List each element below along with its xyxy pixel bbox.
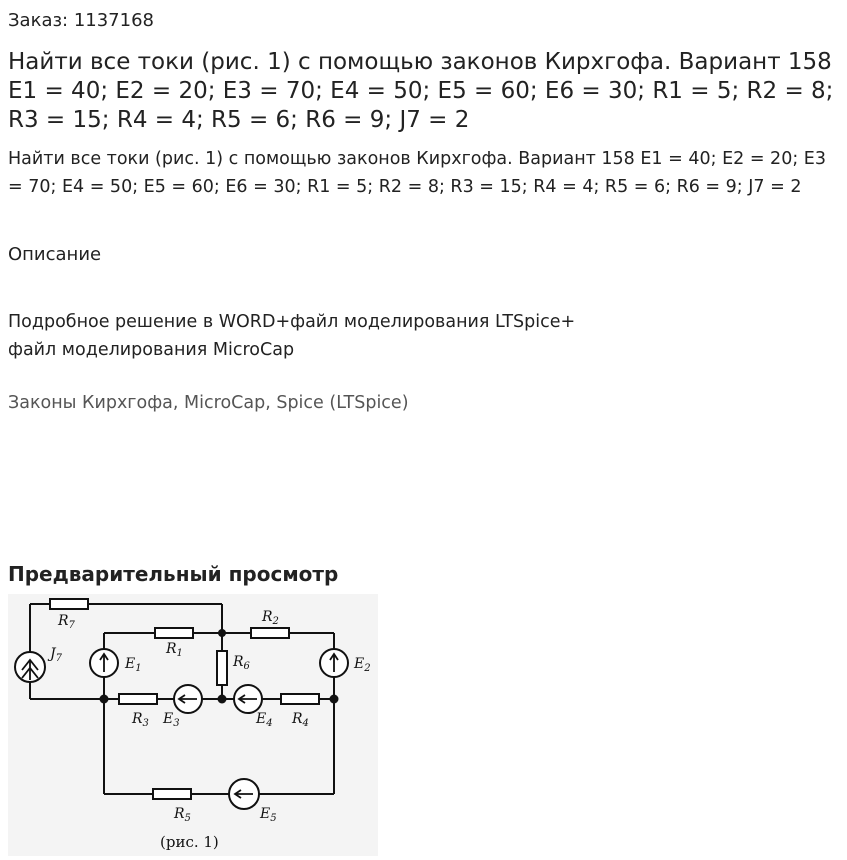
node-dot xyxy=(218,629,226,637)
resistor-r6 xyxy=(217,651,227,685)
node-dot xyxy=(218,695,227,704)
tag-link-microcap[interactable]: MicroCap xyxy=(184,393,266,413)
description-line-2: файл моделирования MicroCap xyxy=(8,340,295,360)
tag-link-kirchhoff[interactable]: Законы Кирхгофа xyxy=(8,393,173,413)
tag-link-spice[interactable]: Spice (LTSpice) xyxy=(276,393,409,413)
label-e1: $E_1$ xyxy=(125,656,142,674)
figure-caption: (рис. 1) xyxy=(160,833,219,851)
resistor-r5 xyxy=(153,789,191,799)
label-e3: $E_3$ xyxy=(163,711,180,729)
description-heading: Описание xyxy=(8,244,102,265)
label-e4: $E_4$ xyxy=(256,711,273,729)
preview-image[interactable] xyxy=(8,594,378,856)
resistor-r4 xyxy=(281,694,319,704)
resistor-r1 xyxy=(155,628,193,638)
resistor-r3 xyxy=(119,694,157,704)
label-r6: $R_6$ xyxy=(233,654,250,672)
resistor-r7 xyxy=(50,599,88,609)
tag-separator: , xyxy=(172,393,185,413)
description-text xyxy=(8,308,575,364)
label-e5: $E_5$ xyxy=(260,806,277,824)
label-r1: $R_1$ xyxy=(166,641,183,659)
label-e2: $E_2$ xyxy=(354,656,371,674)
tag-list xyxy=(8,393,409,413)
node-dot xyxy=(100,695,109,704)
label-r2: $R_2$ xyxy=(262,609,279,627)
label-j7: $J_7$ xyxy=(50,646,62,664)
page-title: Найти все токи (рис. 1) с помощью законов Кирхгофа. Вариант 158 E1 = 40; E2 = 20; E3 = 70; E4 = 50; E5 = 60; E6 = 30; R1 = 5; R2 = 8; R3 = 15; R4 = 4; R5 = 6; R6 = 9; J7 = 2 xyxy=(8,49,834,133)
tag-separator: , xyxy=(265,393,277,413)
summary-text: Найти все токи (рис. 1) с помощью законов Кирхгофа. Вариант 158 E1 = 40; E2 = 20; E3 = 70; E4 = 50; E5 = 60; E6 = 30; R1 = 5; R2 = 8; R3 = 15; R4 = 4; R5 = 6; R6 = 9; J7 = 2 xyxy=(8,149,826,197)
label-r7: $R_7$ xyxy=(58,613,75,631)
preview-heading: Предварительный просмотр xyxy=(8,562,339,586)
node-dot xyxy=(330,695,339,704)
description-line-1: Подробное решение в WORD+файл моделирования LTSpice+ xyxy=(8,312,576,332)
resistor-r2 xyxy=(251,628,289,638)
order-number: Заказ: 1137168 xyxy=(8,10,154,31)
label-r5: $R_5$ xyxy=(174,806,191,824)
label-r4: $R_4$ xyxy=(292,711,309,729)
label-r3: $R_3$ xyxy=(132,711,149,729)
circuit-diagram xyxy=(8,594,378,856)
